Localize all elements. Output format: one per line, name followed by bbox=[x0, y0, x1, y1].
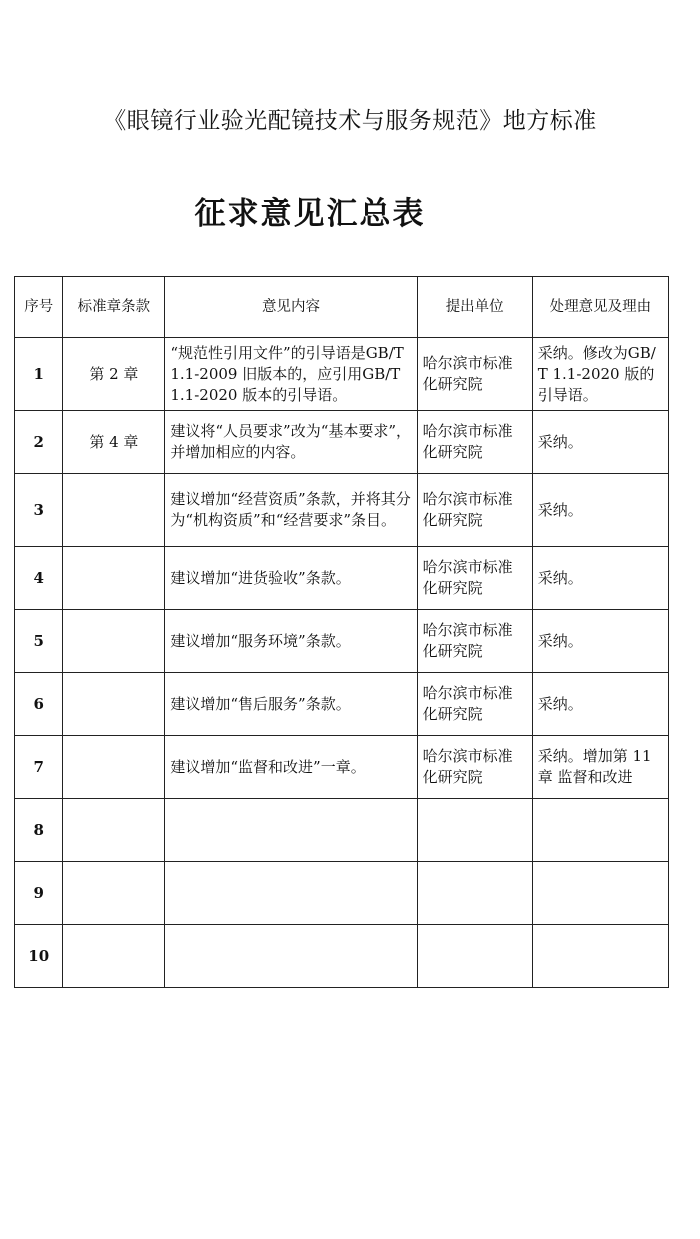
row-result bbox=[532, 799, 668, 862]
header-content: 意见内容 bbox=[165, 277, 417, 338]
row-seq: 9 bbox=[15, 862, 63, 925]
row-result bbox=[532, 862, 668, 925]
header-seq: 序号 bbox=[15, 277, 63, 338]
row-seq: 6 bbox=[15, 673, 63, 736]
row-unit: 哈尔滨市标准化研究院 bbox=[417, 547, 532, 610]
row-unit bbox=[417, 799, 532, 862]
row-seq: 8 bbox=[15, 799, 63, 862]
row-seq: 3 bbox=[15, 474, 63, 547]
row-clause bbox=[63, 474, 165, 547]
row-result: 采纳。增加第 11 章 监督和改进 bbox=[532, 736, 668, 799]
row-unit bbox=[417, 925, 532, 988]
row-content bbox=[165, 799, 417, 862]
row-seq: 5 bbox=[15, 610, 63, 673]
table-row bbox=[15, 474, 669, 547]
row-result: 采纳。修改为GB/T 1.1-2020 版的引导语。 bbox=[532, 338, 668, 411]
row-clause: 第 2 章 bbox=[63, 338, 165, 411]
row-clause bbox=[63, 862, 165, 925]
row-result: 采纳。 bbox=[532, 547, 668, 610]
row-seq: 2 bbox=[15, 411, 63, 474]
table-title: 征求意见汇总表 bbox=[194, 196, 426, 232]
row-unit: 哈尔滨市标准化研究院 bbox=[417, 673, 532, 736]
table-header-row bbox=[15, 277, 669, 338]
row-result: 采纳。 bbox=[532, 673, 668, 736]
row-unit: 哈尔滨市标准化研究院 bbox=[417, 610, 532, 673]
row-clause bbox=[63, 925, 165, 988]
row-clause bbox=[63, 799, 165, 862]
row-unit: 哈尔滨市标准化研究院 bbox=[417, 736, 532, 799]
row-seq: 1 bbox=[15, 338, 63, 411]
document-title: 《眼镜行业验光配镜技术与服务规范》地方标准 bbox=[103, 108, 597, 134]
table-row bbox=[15, 610, 669, 673]
row-clause bbox=[63, 673, 165, 736]
table-row bbox=[15, 411, 669, 474]
table-row bbox=[15, 338, 669, 411]
table-row bbox=[15, 736, 669, 799]
row-clause: 第 4 章 bbox=[63, 411, 165, 474]
header-result: 处理意见及理由 bbox=[532, 277, 668, 338]
row-result: 采纳。 bbox=[532, 411, 668, 474]
row-content: 建议增加“经营资质”条款，并将其分为“机构资质”和“经营要求”条目。 bbox=[165, 474, 417, 547]
row-result bbox=[532, 925, 668, 988]
row-seq: 4 bbox=[15, 547, 63, 610]
opinion-summary-table bbox=[14, 276, 669, 988]
header-clause: 标准章条款 bbox=[63, 277, 165, 338]
row-content: 建议增加“服务环境”条款。 bbox=[165, 610, 417, 673]
row-result: 采纳。 bbox=[532, 610, 668, 673]
row-content: 建议增加“监督和改进”一章。 bbox=[165, 736, 417, 799]
row-result: 采纳。 bbox=[532, 474, 668, 547]
row-seq: 10 bbox=[15, 925, 63, 988]
table-row bbox=[15, 862, 669, 925]
row-content: 建议将“人员要求”改为“基本要求”，并增加相应的内容。 bbox=[165, 411, 417, 474]
row-content bbox=[165, 925, 417, 988]
row-content: 建议增加“售后服务”条款。 bbox=[165, 673, 417, 736]
row-clause bbox=[63, 547, 165, 610]
row-content: “规范性引用文件”的引导语是GB/T 1.1-2009 旧版本的，应引用GB/T 1.1-2020 版本的引导语。 bbox=[165, 338, 417, 411]
row-unit: 哈尔滨市标准化研究院 bbox=[417, 338, 532, 411]
row-content bbox=[165, 862, 417, 925]
row-clause bbox=[63, 736, 165, 799]
table-row bbox=[15, 673, 669, 736]
row-clause bbox=[63, 610, 165, 673]
table-row bbox=[15, 925, 669, 988]
header-unit: 提出单位 bbox=[417, 277, 532, 338]
table-row bbox=[15, 799, 669, 862]
row-content: 建议增加“进货验收”条款。 bbox=[165, 547, 417, 610]
row-unit: 哈尔滨市标准化研究院 bbox=[417, 474, 532, 547]
row-unit bbox=[417, 862, 532, 925]
row-seq: 7 bbox=[15, 736, 63, 799]
table-row bbox=[15, 547, 669, 610]
row-unit: 哈尔滨市标准化研究院 bbox=[417, 411, 532, 474]
